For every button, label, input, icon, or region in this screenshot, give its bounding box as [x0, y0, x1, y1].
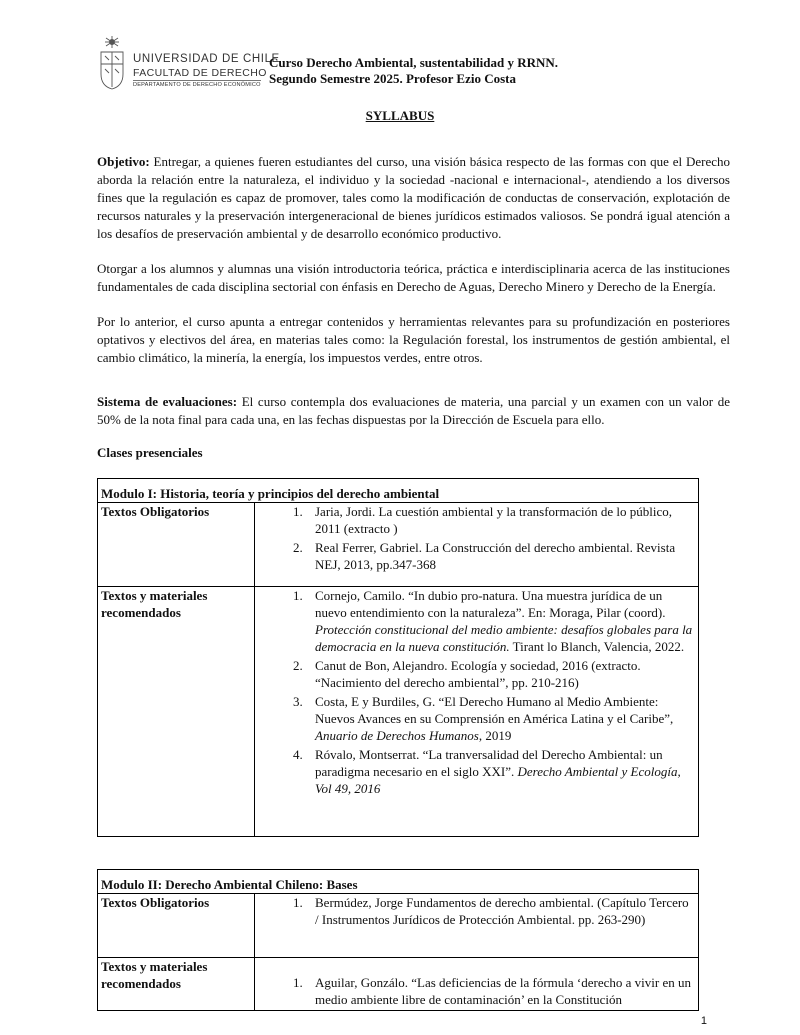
letterhead — [97, 30, 717, 90]
module-2-recommended-list — [258, 974, 695, 1008]
university-name: UNIVERSIDAD DE CHILE — [133, 53, 280, 65]
module-2-recommended-label: Textos y materiales recomendados — [98, 958, 255, 1011]
module-2-required-label: Textos Obligatorios — [98, 894, 255, 958]
list-item: 1. Aguilar, Gonzálo. “Las deficiencias de la fórmula ‘derecho a vivir en un medio ambiente libre de contaminación’ en la Constitución — [306, 974, 695, 1008]
module-2-required-list — [258, 894, 695, 928]
module-1-required-cell — [255, 503, 699, 587]
objective-text: Entregar, a quienes fueren estudiantes del curso, una visión básica respecto de las formas con que el Derecho aborda la relación entre la naturaleza, el individuo y la sociedad -nacional e internacional-, atendiendo a los diversos fines que la regulación es capaz de promover, tales como la modificación de conductas de conservación, explotación de recursos naturales y la preservación intergeneracional de bienes jurídicos estimados valiosos. Se pondrá igual atención a los desafíos de preservación ambiental y de desarrollo económico productivo. — [97, 154, 730, 241]
paragraph-2: Otorgar a los alumnos y alumnas una visión introductoria teórica, práctica e interdisciplinaria acerca de las instituciones fundamentales de cada disciplina sectorial con énfasis en Derecho de Aguas, Derecho Minero y Derecho de la Energía. — [97, 261, 730, 294]
module-1-recommended-label: Textos y materiales recomendados — [98, 587, 255, 837]
course-semester: Segundo Semestre 2025. Profesor Ezio Costa — [269, 71, 516, 86]
paragraph-3: Por lo anterior, el curso apunta a entregar contenidos y herramientas relevantes para su profundización en posteriores optativos y electivos del área, en materias tales como: la Regulación forestal, los instrumentos de gestión ambiental, el cambio climático, la minería, la energía, los impuestos verdes, entre otros. — [97, 314, 730, 365]
evaluation-text: El curso contempla dos evaluaciones de materia, una parcial y un examen con un valor de 50% de la nota final para cada una, en las fechas dispuestas por la Dirección de Escuela para ello. — [97, 394, 730, 427]
page-title: SYLLABUS — [365, 108, 435, 123]
evaluation-paragraph — [97, 393, 730, 429]
course-title: Curso Derecho Ambiental, sustentabilidad y RRNN. — [269, 55, 559, 70]
objective-paragraph — [97, 153, 730, 243]
page-number: 1 — [700, 1015, 707, 1027]
module-1-title: Modulo I: Historia, teoría y principios del derecho ambiental — [98, 479, 699, 503]
list-item: 4. Róvalo, Montserrat. “La tranversalidad del Derecho Ambiental: un paradigma necesario en el siglo XXI”. Derecho Ambiental y Ecología, Vol 49, 2016 — [306, 746, 695, 797]
module-2-title: Modulo II: Derecho Ambiental Chileno: Bases — [98, 870, 699, 894]
department-name: DEPARTAMENTO DE DERECHO ECONÓMICO — [133, 82, 261, 88]
module-2-recommended-cell — [255, 958, 699, 1011]
faculty-name: FACULTAD DE DERECHO — [133, 67, 267, 79]
module-1-table — [97, 478, 699, 837]
list-item: 3. Costa, E y Burdiles, G. “El Derecho Humano al Medio Ambiente: Nuevos Avances en su Comprensión en América Latina y el Caribe”, Anuario de Derechos Humanos, 2019 — [306, 693, 695, 744]
module-1-required-list — [258, 503, 695, 573]
module-2-table — [97, 869, 699, 1011]
module-1-required-label: Textos Obligatorios — [98, 503, 255, 587]
list-item: 2. Real Ferrer, Gabriel. La Construcción del derecho ambiental. Revista NEJ, 2013, pp.347-368 — [306, 539, 695, 573]
module-2-required-cell — [255, 894, 699, 958]
university-crest-icon — [97, 34, 127, 90]
list-item: 1. Bermúdez, Jorge Fundamentos de derecho ambiental. (Capítulo Tercero / Instrumentos Jurídicos de Protección Ambiental. pp. 263-290) — [306, 894, 695, 928]
module-1-recommended-cell — [255, 587, 699, 837]
classes-heading: Clases presenciales — [97, 445, 203, 460]
list-item: 1. Cornejo, Camilo. “In dubio pro-natura. Una muestra jurídica de un nuevo entendimiento con la naturaleza”. En: Moraga, Pilar (coord). Protección constitucional del medio ambiente: desafíos globales para la democracia en la nueva constitución. Tirant lo Blanch, Valencia, 2022. — [306, 587, 695, 655]
list-item: 2. Canut de Bon, Alejandro. Ecología y sociedad, 2016 (extracto. “Nacimiento del derecho ambiental”, pp. 210-216) — [306, 657, 695, 691]
objective-label: Objetivo: — [97, 154, 150, 169]
evaluation-label: Sistema de evaluaciones: — [97, 394, 238, 409]
module-1-recommended-list — [258, 587, 695, 797]
list-item: 1. Jaria, Jordi. La cuestión ambiental y la transformación de lo público, 2011 (extracto ) — [306, 503, 695, 537]
